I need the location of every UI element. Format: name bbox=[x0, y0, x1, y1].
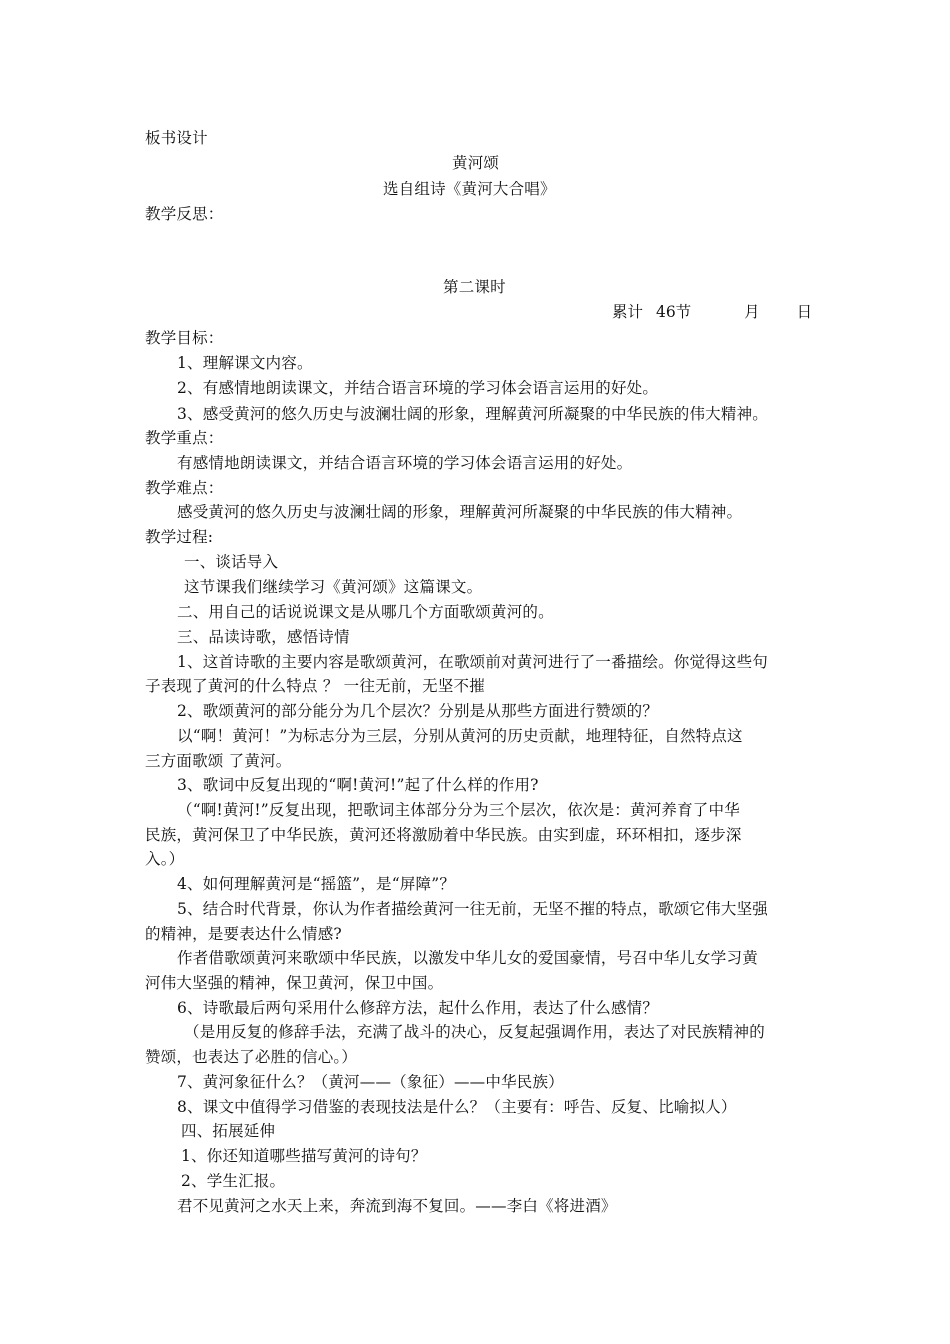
process-line: 1、这首诗歌的主要内容是歌颂黄河，在歌颂前对黄河进行了一番描绘。你觉得这些句 bbox=[177, 653, 768, 671]
process-line: 这节课我们继续学习《黄河颂》这篇课文。 bbox=[184, 578, 483, 596]
lesson-title: 第二课时 bbox=[443, 278, 506, 296]
process-line: 一、谈话导入 bbox=[184, 553, 279, 571]
cumulative-value: 46节 bbox=[655, 303, 692, 321]
process-line: 三、品读诗歌，感悟诗情 bbox=[177, 628, 350, 646]
reflection-label: 教学反思： bbox=[145, 205, 224, 223]
process-line: 子表现了黄河的什么特点 ？ 一往无前，无坚不摧 bbox=[145, 677, 485, 695]
process-line: 的精神，是要表达什么情感? bbox=[145, 925, 342, 943]
process-line: 民族，黄河保卫了中华民族，黄河还将激励着中华民族。由实到虚，环环相扣，逐步深 bbox=[145, 826, 742, 844]
key-points-text: 有感情地朗读课文，并结合语言环境的学习体会语言运用的好处。 bbox=[177, 454, 633, 472]
process-line: 作者借歌颂黄河来歌颂中华民族，以激发中华儿女的爱国豪情，号召中华儿女学习黄 bbox=[177, 949, 758, 967]
process-line: （“啊!黄河!”反复出现，把歌词主体部分分为三个层次，依次是：黄河养育了中华 bbox=[177, 801, 740, 819]
process-line: 河伟大坚强的精神，保卫黄河，保卫中国。 bbox=[145, 974, 444, 992]
process-line: 2、歌颂黄河的部分能分为几个层次？分别是从那些方面进行赞颂的？ bbox=[177, 702, 659, 720]
difficulties-heading: 教学难点： bbox=[145, 479, 224, 497]
cumulative-label: 累计 bbox=[612, 303, 644, 321]
process-line: 以“啊！黄河！”为标志分为三层，分别从黄河的历史贡献，地理特征，自然特点这 bbox=[177, 727, 743, 745]
process-line: 8、课文中值得学习借鉴的表现技法是什么？（主要有：呼告、反复、比喻拟人） bbox=[177, 1098, 737, 1116]
process-line: 二、用自己的话说说课文是从哪几个方面歌颂黄河的。 bbox=[177, 603, 554, 621]
process-line: （是用反复的修辞手法，充满了战斗的决心，反复起强调作用，表达了对民族精神的 bbox=[184, 1023, 765, 1041]
difficulties-text: 感受黄河的悠久历史与波澜壮阔的形象，理解黄河所凝聚的中华民族的伟大精神。 bbox=[177, 503, 743, 521]
board-design-heading: 板书设计 bbox=[145, 129, 208, 147]
key-points-heading: 教学重点： bbox=[145, 429, 224, 447]
process-line: 赞颂，也表达了必胜的信心。） bbox=[145, 1048, 358, 1066]
objective-item: 3、感受黄河的悠久历史与波澜壮阔的形象，理解黄河所凝聚的中华民族的伟大精神。 bbox=[177, 405, 768, 423]
process-line: 4、如何理解黄河是“摇篮”，是“屏障”？ bbox=[177, 875, 456, 893]
objective-item: 1、理解课文内容。 bbox=[177, 354, 313, 372]
process-line: 6、诗歌最后两句采用什么修辞方法，起什么作用，表达了什么感情？ bbox=[177, 999, 659, 1017]
process-heading: 教学过程: bbox=[145, 528, 214, 546]
objectives-heading: 教学目标： bbox=[145, 329, 224, 347]
day-label: 日 bbox=[796, 303, 813, 321]
process-line: 三方面歌颂 了黄河。 bbox=[145, 752, 292, 770]
process-line: 7、黄河象征什么？（黄河——（象征）——中华民族） bbox=[177, 1073, 564, 1091]
process-line: 1、你还知道哪些描写黄河的诗句？ bbox=[181, 1147, 427, 1165]
lesson-counter bbox=[612, 302, 812, 322]
process-line: 3、歌词中反复出现的“啊!黄河!”起了什么样的作用? bbox=[177, 776, 539, 794]
process-line: 入。） bbox=[145, 850, 185, 868]
objective-item: 2、有感情地朗读课文，并结合语言环境的学习体会语言运用的好处。 bbox=[177, 379, 659, 397]
process-line: 5、结合时代背景，你认为作者描绘黄河一往无前，无坚不摧的特点，歌颂它伟大坚强 bbox=[177, 900, 768, 918]
board-title: 黄河颂 bbox=[452, 154, 500, 172]
process-line: 四、拓展延伸 bbox=[181, 1122, 276, 1140]
board-subtitle: 选自组诗《黄河大合唱》 bbox=[383, 180, 556, 198]
process-line: 君不见黄河之水天上来，奔流到海不复回。——李白《将进酒》 bbox=[177, 1197, 617, 1215]
month-label: 月 bbox=[744, 303, 760, 321]
process-line: 2、学生汇报。 bbox=[181, 1172, 286, 1190]
